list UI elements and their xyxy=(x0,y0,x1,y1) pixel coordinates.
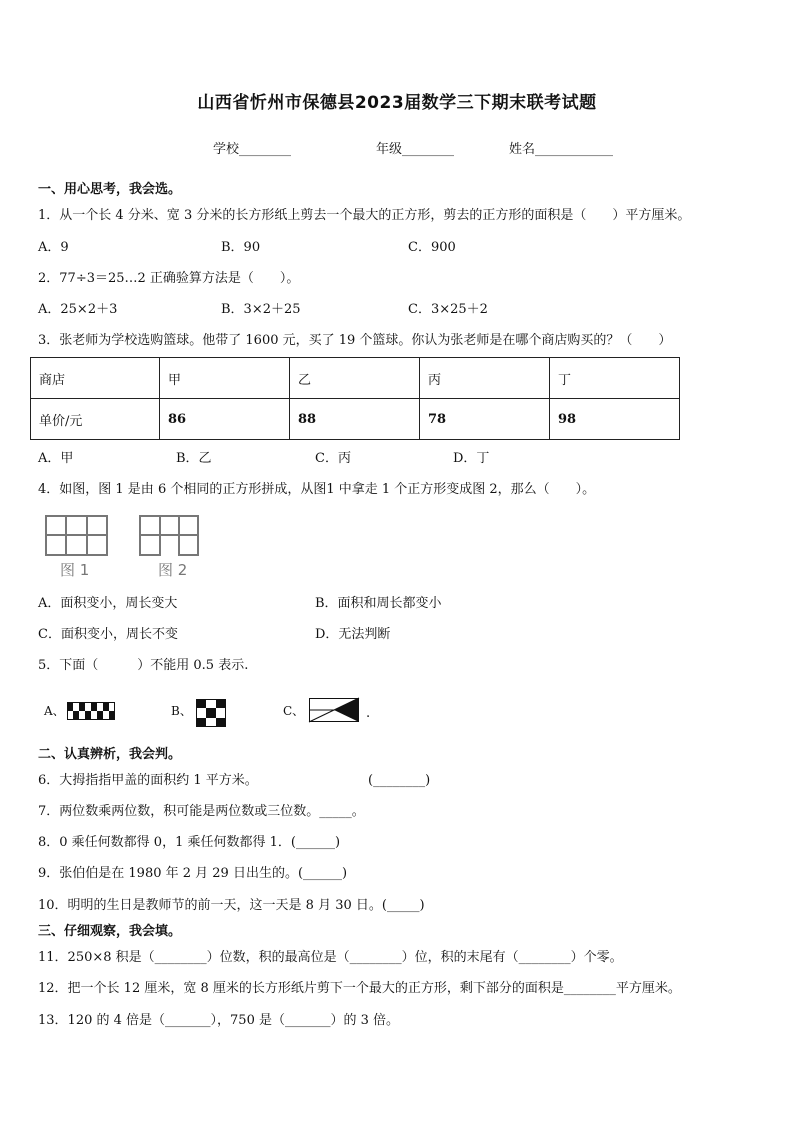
q2-option-c[interactable]: C．3×25＋2 xyxy=(408,302,488,317)
q4-option-d[interactable]: D．无法判断 xyxy=(315,627,391,642)
q5-option-b-figure xyxy=(196,699,226,727)
q5-option-c[interactable]: C、 xyxy=(283,704,305,718)
table-cell: 商店 xyxy=(31,358,160,399)
table-cell: 86 xyxy=(160,399,290,440)
q3-option-a[interactable]: A．甲 xyxy=(38,451,74,466)
fig2-square xyxy=(140,535,160,555)
q5-option-a[interactable]: A、 xyxy=(44,704,65,718)
fig2-square xyxy=(140,516,160,535)
fig2-square xyxy=(160,516,179,535)
table-cell: 单价/元 xyxy=(31,399,160,440)
section-1-heading: 一、用心思考，我会选。 xyxy=(38,182,182,197)
q7-stem: 7．两位数乘两位数，积可能是两位数或三位数。_____。 xyxy=(38,804,365,819)
q4-option-c[interactable]: C．面积变小，周长不变 xyxy=(38,627,178,642)
q1-option-a[interactable]: A．9 xyxy=(38,240,69,255)
table-cell: 丙 xyxy=(420,358,550,399)
q4-figure xyxy=(44,514,204,580)
fig1-square xyxy=(66,535,87,555)
q11-stem: 11．250×8 积是（________）位数，积的最高位是（________）位，积的末尾有（________）个零。 xyxy=(38,950,623,965)
fig2-square xyxy=(179,535,198,555)
table-cell: 88 xyxy=(290,399,420,440)
page-title: 山西省忻州市保德县2023届数学三下期末联考试题 xyxy=(197,93,597,113)
fig1-square xyxy=(87,535,107,555)
section-2-heading: 二、认真辨析，我会判。 xyxy=(38,747,182,762)
name-field[interactable]: 姓名____________ xyxy=(509,142,614,157)
q4-stem: 4．如图，图 1 是由 6 个相同的正方形拼成，从图1 中拿走 1 个正方形变成图 2，那么（ ）。 xyxy=(38,482,596,497)
q12-stem: 12．把一个长 12 厘米，宽 8 厘米的长方形纸片剪下一个最大的正方形，剩下部分的面积是________平方厘米。 xyxy=(38,981,681,996)
table-cell: 78 xyxy=(420,399,550,440)
grade-field[interactable]: 年级________ xyxy=(376,142,455,157)
school-field[interactable]: 学校________ xyxy=(213,142,292,157)
fig1-square xyxy=(46,535,66,555)
q3-stem: 3．张老师为学校选购篮球。他带了 1600 元，买了 19 个篮球。你认为张老师是在哪个商店购买的？（ ） xyxy=(38,333,672,348)
fig2-label: 图 2 xyxy=(158,561,188,579)
fig1-square xyxy=(46,516,66,535)
q3-option-d[interactable]: D．丁 xyxy=(453,451,490,466)
q2-stem: 2．77÷3＝25…2 正确验算方法是（ ）。 xyxy=(38,271,300,286)
fig1-square xyxy=(66,516,87,535)
q4-option-b[interactable]: B．面积和周长都变小 xyxy=(315,596,442,611)
q6-stem: 6．大拇指指甲盖的面积约 1 平方米。 xyxy=(38,773,258,788)
q5-option-a-figure xyxy=(67,702,115,720)
q1-option-c[interactable]: C．900 xyxy=(408,240,456,255)
q6-answer-blank[interactable]: (________) xyxy=(368,773,431,788)
q5-end-mark: . xyxy=(366,706,371,721)
price-table xyxy=(30,357,680,440)
q10-stem: 10．明明的生日是教师节的前一天，这一天是 8 月 30 日。(_____) xyxy=(38,898,425,913)
q2-option-a[interactable]: A．25×2＋3 xyxy=(38,302,118,317)
q5-option-c-figure xyxy=(309,698,359,722)
q3-option-b[interactable]: B．乙 xyxy=(176,451,212,466)
section-3-heading: 三、仔细观察，我会填。 xyxy=(38,924,182,939)
table-cell: 甲 xyxy=(160,358,290,399)
q5-option-b[interactable]: B、 xyxy=(171,704,192,718)
q13-stem: 13．120 的 4 倍是（_______），750 是（_______）的 3 倍。 xyxy=(38,1013,400,1028)
q8-stem: 8．0 乘任何数都得 0，1 乘任何数都得 1．(______) xyxy=(38,835,341,850)
table-row xyxy=(31,358,680,399)
fig2-square xyxy=(179,516,198,535)
table-row xyxy=(31,399,680,440)
q4-option-a[interactable]: A．面积变小，周长变大 xyxy=(38,596,178,611)
q9-stem: 9．张伯伯是在 1980 年 2 月 29 日出生的。(______) xyxy=(38,866,348,881)
table-cell: 丁 xyxy=(550,358,680,399)
table-cell: 98 xyxy=(550,399,680,440)
q3-option-c[interactable]: C．丙 xyxy=(315,451,351,466)
q1-option-b[interactable]: B．90 xyxy=(221,240,261,255)
fig1-square xyxy=(87,516,107,535)
q1-stem: 1．从一个长 4 分米、宽 3 分米的长方形纸上剪去一个最大的正方形，剪去的正方形的面积是（ ）平方厘米。 xyxy=(38,208,691,223)
fig1-label: 图 1 xyxy=(60,561,90,579)
q5-stem: 5．下面（ ）不能用 0.5 表示. xyxy=(38,658,249,673)
table-cell: 乙 xyxy=(290,358,420,399)
q2-option-b[interactable]: B．3×2＋25 xyxy=(221,302,301,317)
